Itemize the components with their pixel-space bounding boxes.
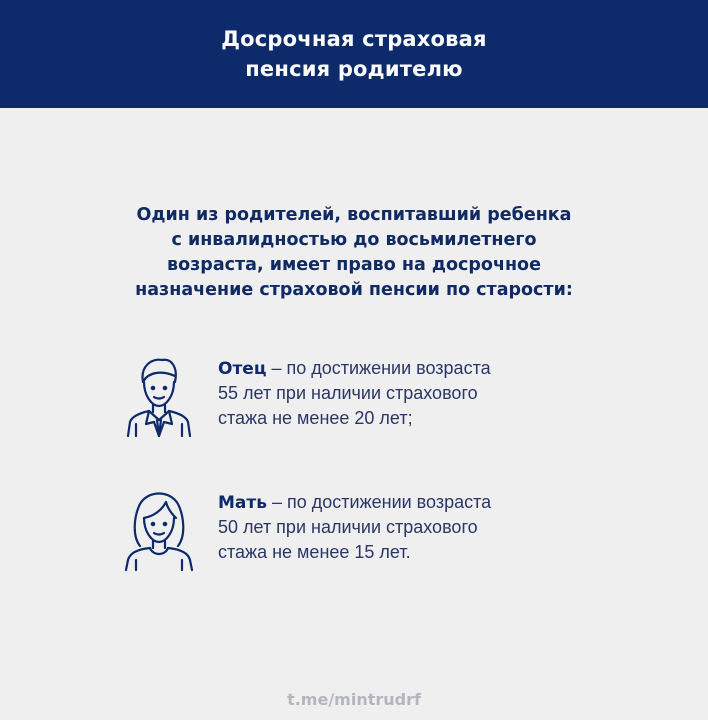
intro-text: Один из родителей, воспитавший ребенка с инвалидностью до восьмилетнего возраста, имеет право на досрочное назначение страховой пенсии по старости: [135, 205, 573, 300]
father-condition: – по достижении возраста 55 лет при наличии страхового стажа не менее 20 лет; [218, 358, 491, 428]
father-text [218, 356, 608, 431]
mother-icon [118, 486, 198, 574]
father-item [118, 352, 608, 440]
mother-condition: – по достижении возраста 50 лет при наличии страхового стажа не менее 15 лет. [218, 492, 492, 562]
mother-text [218, 490, 608, 565]
page-title: Досрочная страховая пенсия родителю [221, 27, 487, 81]
mother-label: Мать [218, 493, 267, 513]
footer-link[interactable]: t.me/mintrudrf [287, 690, 421, 709]
father-label: Отец [218, 359, 267, 379]
father-icon [118, 352, 198, 440]
header-banner [0, 0, 708, 108]
mother-item [118, 486, 608, 574]
